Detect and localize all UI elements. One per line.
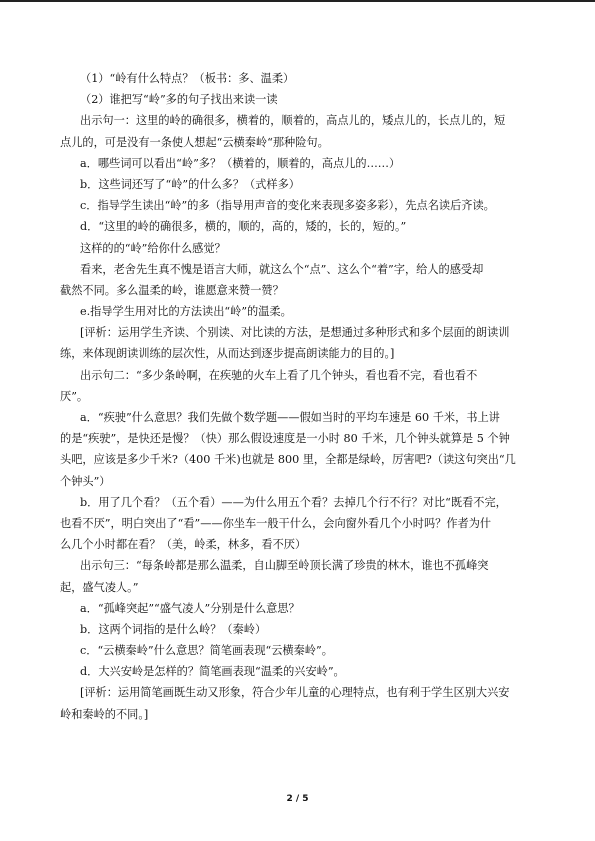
- text-line: c．“云横秦岭”什么意思？简笔画表现“云横秦岭”。: [80, 644, 333, 658]
- text-line: 点儿的，可是没有一条使人想起“云横秦岭“那种险句。: [60, 135, 329, 149]
- text-line: 这样的的“岭”给你什么感觉？: [80, 241, 226, 255]
- text-line: a．“疾驶”什么意思？我们先做个数学题——假如当时的平均车速是 60 千米，书上讲: [80, 411, 500, 424]
- top-border-rule: [0, 0, 595, 2]
- text-line: d．“这里的岭的确很多，横的，顺的，高的，矮的，长的，短的。”: [80, 220, 407, 234]
- text-line: 练，来体现朗读训练的层次性，从而达到逐步提高朗读能力的目的。]: [60, 347, 395, 361]
- text-line: 也看不厌”，明白突出了“看”——你坐车一般干什么，会向窗外看几个小时吗？作者为什: [60, 516, 492, 530]
- text-line: 截然不同。多么温柔的岭，谁愿意来赞一赞？: [60, 283, 284, 297]
- text-line: 么几个小时都在看？（美，岭柔，林多，看不厌）: [60, 538, 307, 552]
- text-line: 看来，老舍先生真不愧是语言大师，就这么个“点”、这么个“着”字，给人的感受却: [80, 262, 484, 276]
- text-line: 起，盛气凌人。”: [60, 580, 139, 594]
- text-line: e.指导学生用对比的方法读出“岭”的温柔。: [80, 305, 292, 319]
- text-line: b．这些词还写了“岭”的什么多？（式样多）: [80, 177, 300, 191]
- text-line: [评析：运用简笔画既生动又形象，符合少年儿童的心理特点，也有利于学生区别大兴安: [80, 686, 510, 700]
- text-line: b．这两个词指的是什么岭？（秦岭）: [80, 622, 267, 636]
- text-line: 厌”。: [60, 389, 89, 403]
- text-line: [评析：运用学生齐读、个别读、对比读的方法，是想通过多种形式和多个层面的朗读训: [80, 326, 510, 340]
- text-line: c．指导学生读出“岭”的多（指导用声音的变化来表现多姿多彩），先点名读后齐读。: [80, 199, 495, 213]
- document-body: [60, 68, 537, 725]
- text-line: a．哪些词可以看出“岭”多？（横着的，顺着的，高点儿的……）: [80, 156, 401, 170]
- text-line: d．大兴安岭是怎样的？简笔画表现“温柔的兴安岭”。: [80, 665, 345, 679]
- text-line: 岭和秦岭的不同。]: [60, 707, 149, 721]
- text-line: 出示句二：“多少条岭啊，在疾驰的火车上看了几个钟头，看也看不完，看也看不: [80, 368, 478, 382]
- text-line: 个钟头”）: [60, 474, 111, 488]
- text-line: 的是“疾驶”，是快还是慢？（快）那么假设速度是一小时 80 千米，几个钟头就算是 5 个钟: [60, 432, 510, 446]
- text-line: 出示句一：这里的岭的确很多，横着的，顺着的，高点儿的，矮点儿的，长点儿的，短: [80, 114, 506, 128]
- text-line: b．用了几个看？（五个看）——为什么用五个看？去掉几个行不行？对比“既看不完，: [80, 495, 507, 509]
- text-line: 头吧，应该是多少千米?（400 千米)也就是 800 里，全都是绿岭，厉害吧?（读这句突出“几: [60, 453, 516, 467]
- text-line: a．“孤峰突起”“盛气凌人”分别是什么意思？: [80, 601, 300, 615]
- text-line: 出示句三：“每条岭都是那么温柔，自山脚至岭顶长满了珍贵的林木，谁也不孤峰突: [80, 559, 489, 573]
- text-line: （1）“岭有什么特点？（板书：多、温柔）: [80, 72, 295, 85]
- text-line: （2）谁把写“岭”多的句子找出来读一读: [80, 93, 278, 107]
- page-number: 2 / 5: [286, 794, 309, 804]
